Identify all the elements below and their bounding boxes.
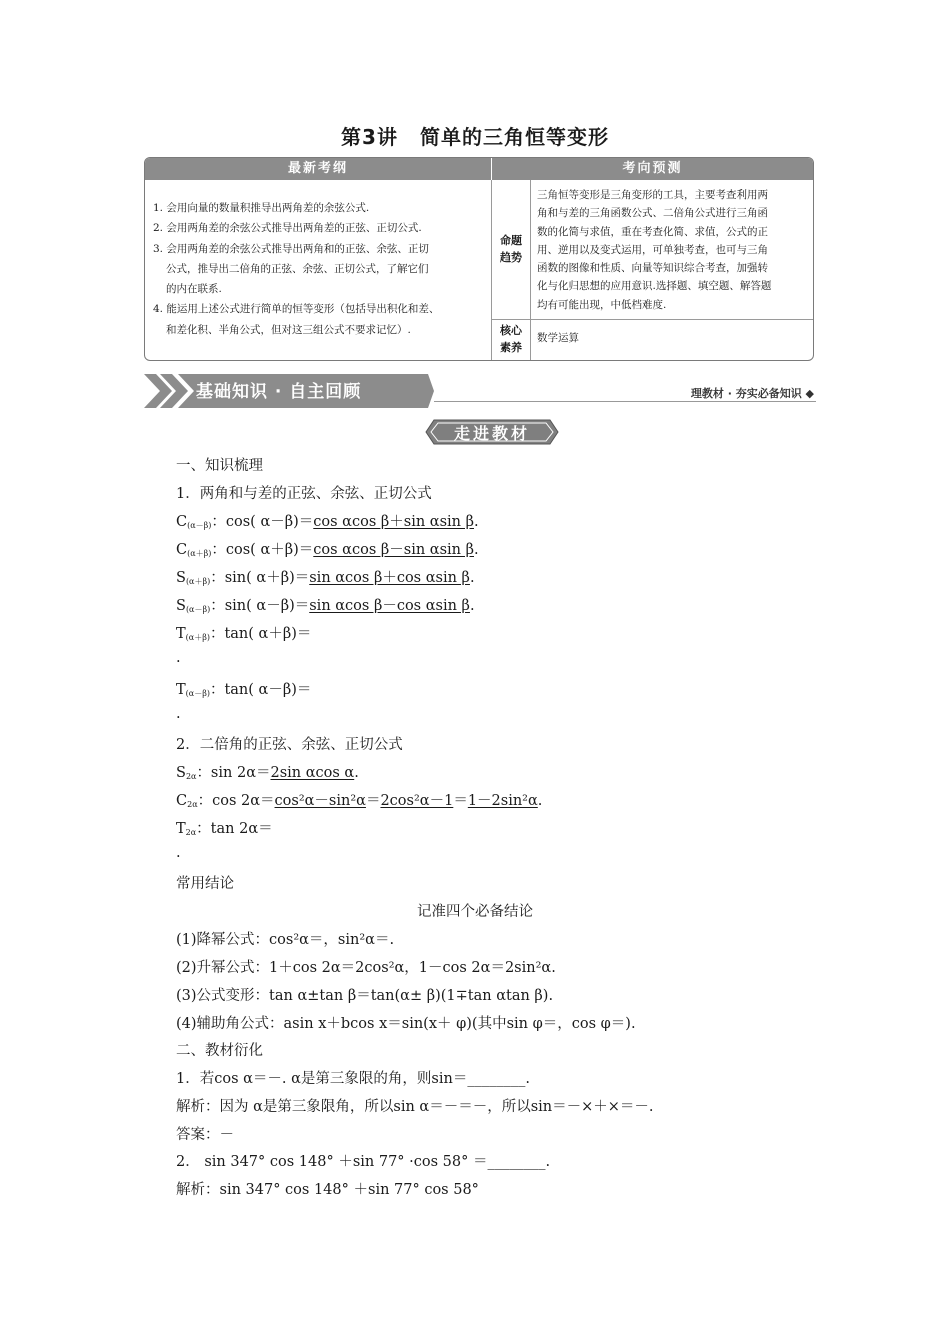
question: 1．若cos α＝－. α是第三象限的角，则sin＝________. — [176, 1071, 530, 1087]
conclusion-item: (4)辅助角公式：asin x＋bcos x＝sin(x＋ φ)(其中sin φ＝，cos φ＝). — [176, 1016, 636, 1032]
dot: . — [176, 650, 181, 666]
syllabus-item: 3. 会用两角差的余弦公式推导出两角和的正弦、余弦、正切 — [153, 242, 429, 255]
forecast-header: 考向预测 — [492, 158, 813, 180]
answer: 答案：－ — [176, 1127, 234, 1143]
divider — [434, 401, 816, 402]
dot: . — [176, 845, 181, 861]
solution: 解析：因为 α是第三象限角，所以sin α＝－＝－，所以sin＝－×＋×＝－. — [176, 1099, 654, 1115]
formula-s-minus: $S_{(\alpha-\beta)}$：sin( α－β)＝sin αcos β－cos αsin β. — [176, 598, 475, 614]
exam-outline-table — [144, 157, 814, 361]
section-banner — [144, 374, 816, 408]
formula-c-minus: $C_{(\alpha-\beta)}$：cos( α－β)＝cos αcos β＋sin αsin β. — [176, 514, 479, 530]
common-heading: 常用结论 — [176, 876, 234, 892]
syllabus-item: 2. 会用两角差的余弦公式推导出两角差的正弦、正切公式. — [153, 222, 422, 235]
question: 2． sin 347° cos 148° ＋sin 77° ·cos 58° ＝________. — [176, 1154, 551, 1170]
syllabus-item: 1. 会用向量的数量积推导出两角差的余弦公式. — [153, 202, 370, 214]
formula-t-minus: $T_{(\alpha-\beta)}$：tan( α－β)＝ — [176, 682, 312, 698]
heading: 二、教材衍化 — [176, 1043, 263, 1059]
banner-title: 基础知识 · 自主回顾 — [196, 382, 362, 402]
formula-s2: $S_{2\alpha}$：sin 2α＝2sin αcos α. — [176, 765, 359, 781]
syllabus-item: 的内在联系. — [166, 283, 222, 296]
conclusion-item: (2)升幂公式：1＋cos 2α＝2cos²α，1－cos 2α＝2sin²α. — [176, 960, 556, 976]
core-text: 数学运算 — [537, 332, 579, 344]
syllabus-item: 4. 能运用上述公式进行简单的恒等变形（包括导出积化和差、 — [153, 303, 440, 316]
divider — [492, 319, 813, 320]
solution: 解析：sin 347° cos 148° ＋sin 77° cos 58° — [176, 1182, 479, 1198]
trend-text: 三角恒等变形是三角变形的工具，主要考查利用两 角和与差的三角函数公式、二倍角公式进行三角函 数的化简与求值，重在考查化简、求值，公式的正 用、逆用以及变式运用，可单独考查，也可与三角 函数的图像和性质、向量等知识综合考查，加强转 化与化归思想的应用意识.选择题、填空题、解答题 均有可能出现，中低档难度. — [537, 189, 772, 311]
syllabus-header: 最新考纲 — [145, 158, 491, 180]
lesson-topic: 简单的三角恒等变形 — [419, 125, 609, 149]
lesson-number: 第3讲 — [341, 125, 398, 149]
formula-t-plus: $T_{(\alpha+\beta)}$：tan( α＋β)＝ — [176, 626, 312, 642]
formula-t2: $T_{2\alpha}$：tan 2α＝ — [176, 821, 273, 837]
conclusion-item: (3)公式变形：tan α±tan β＝tan(α± β)(1∓tan αtan β). — [176, 988, 554, 1004]
divider — [530, 180, 531, 360]
trend-label: 命题 趋势 — [500, 234, 522, 264]
formula-s-plus: $S_{(\alpha+\beta)}$：sin( α＋β)＝sin αcos β＋cos αsin β. — [176, 570, 475, 586]
banner-subtitle: 理教材 · 夯实必备知识 ◆ — [690, 387, 814, 400]
formula-c2: $C_{2\alpha}$：cos 2α＝cos²α－sin²α＝2cos²α－1＝1－2sin²α. — [176, 793, 543, 809]
subheading: 1．两角和与差的正弦、余弦、正切公式 — [176, 486, 432, 502]
conclusion-item: (1)降幂公式：cos²α＝，sin²α＝. — [176, 932, 395, 948]
heading: 一、知识梳理 — [176, 458, 263, 474]
dot: . — [176, 706, 181, 722]
subheading: 2．二倍角的正弦、余弦、正切公式 — [176, 737, 403, 753]
syllabus-item: 和差化积、半角公式，但对这三组公式不要求记忆）. — [166, 323, 411, 336]
syllabus-list — [153, 198, 487, 340]
formula-c-plus: $C_{(\alpha+\beta)}$：cos( α＋β)＝cos αcos β－sin αsin β. — [176, 542, 479, 558]
section-badge: 走进教材 — [424, 418, 560, 446]
page-title — [0, 121, 950, 150]
syllabus-item: 公式，推导出二倍角的正弦、余弦、正切公式，了解它们 — [166, 262, 429, 275]
core-label: 核心 素养 — [500, 324, 522, 354]
common-title: 记准四个必备结论 — [417, 904, 533, 920]
